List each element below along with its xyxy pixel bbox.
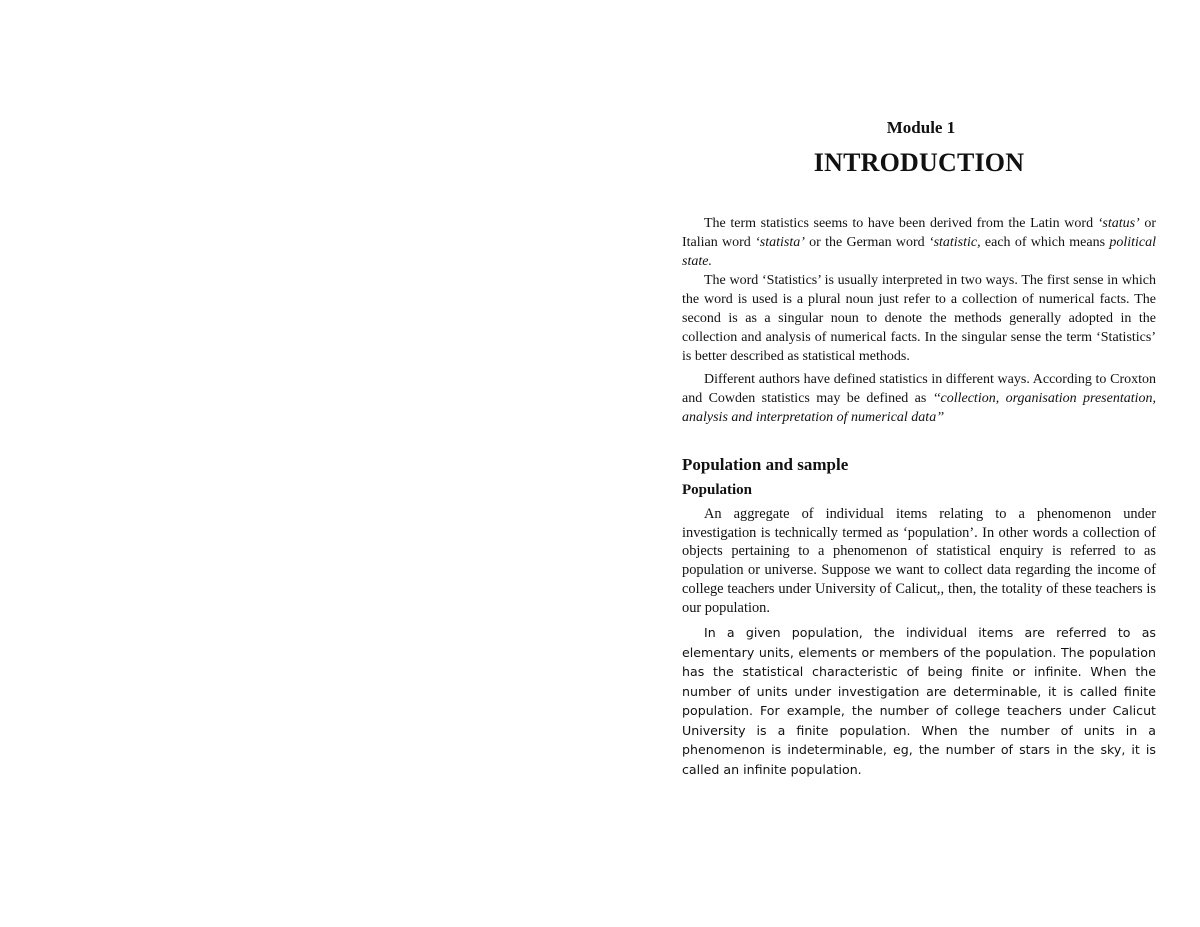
intro-italic-political-state: political state.: [682, 235, 1156, 269]
intro-text-3: or the German word: [804, 235, 929, 250]
definition-quote: ‘‘collection, organisation presentation, analysis and interpretation of numerical data’’: [682, 391, 1156, 425]
definition-paragraph: [682, 370, 1156, 427]
senses-paragraph: The word ‘Statistics’ is usually interpreted in two ways. The first sense in which the word is used is a plural noun just refer to a collection of numerical facts. The second is as a singular noun to denote the methods generally adopted in the collection and analysis of numerical facts. In the singular sense the term ‘Statistics’ is better described as statistical methods.: [682, 273, 1156, 364]
document-page: [682, 112, 1156, 779]
intro-text-4: each of which means: [980, 235, 1110, 250]
page-title: INTRODUCTION: [813, 148, 1025, 177]
elements-paragraph: In a given population, the individual items are referred to as elementary units, elements or members of the population. The population has the statistical characteristic of being finite or infinite. When the number of units under investigation are determinable, it is called finite population. For example, the number of college teachers under Calicut University is a finite population. When the number of units in a phenomenon is indeterminable, eg, the number of stars in the sky, it is called an infinite population.: [682, 625, 1156, 777]
intro-italic-status: ‘status’: [1097, 216, 1140, 231]
intro-italic-statistic: ‘statistic,: [928, 235, 981, 250]
population-paragraph: An aggregate of individual items relating to a phenomenon under investigation is technically termed as ‘population’. In other words a collection of objects pertaining to a phenomenon of statistical enquiry is referred to as population or universe. Suppose we want to collect data regarding the income of college teachers under University of Calicut,, then, the totality of these teachers is our population.: [682, 506, 1156, 616]
section-heading: Population and sample: [682, 455, 849, 474]
subsection-heading: Population: [682, 482, 753, 498]
intro-italic-statista: ‘statista’: [755, 235, 805, 250]
intro-text-2: or Italian word: [682, 216, 1156, 250]
intro-paragraph: [682, 214, 1156, 271]
module-label: Module 1: [886, 118, 956, 137]
intro-text-1: The term statistics seems to have been derived from the Latin word: [704, 216, 1098, 231]
definition-text: Different authors have defined statistics in different ways. According to Croxton and Cowden statistics may be defined as: [682, 372, 1156, 406]
